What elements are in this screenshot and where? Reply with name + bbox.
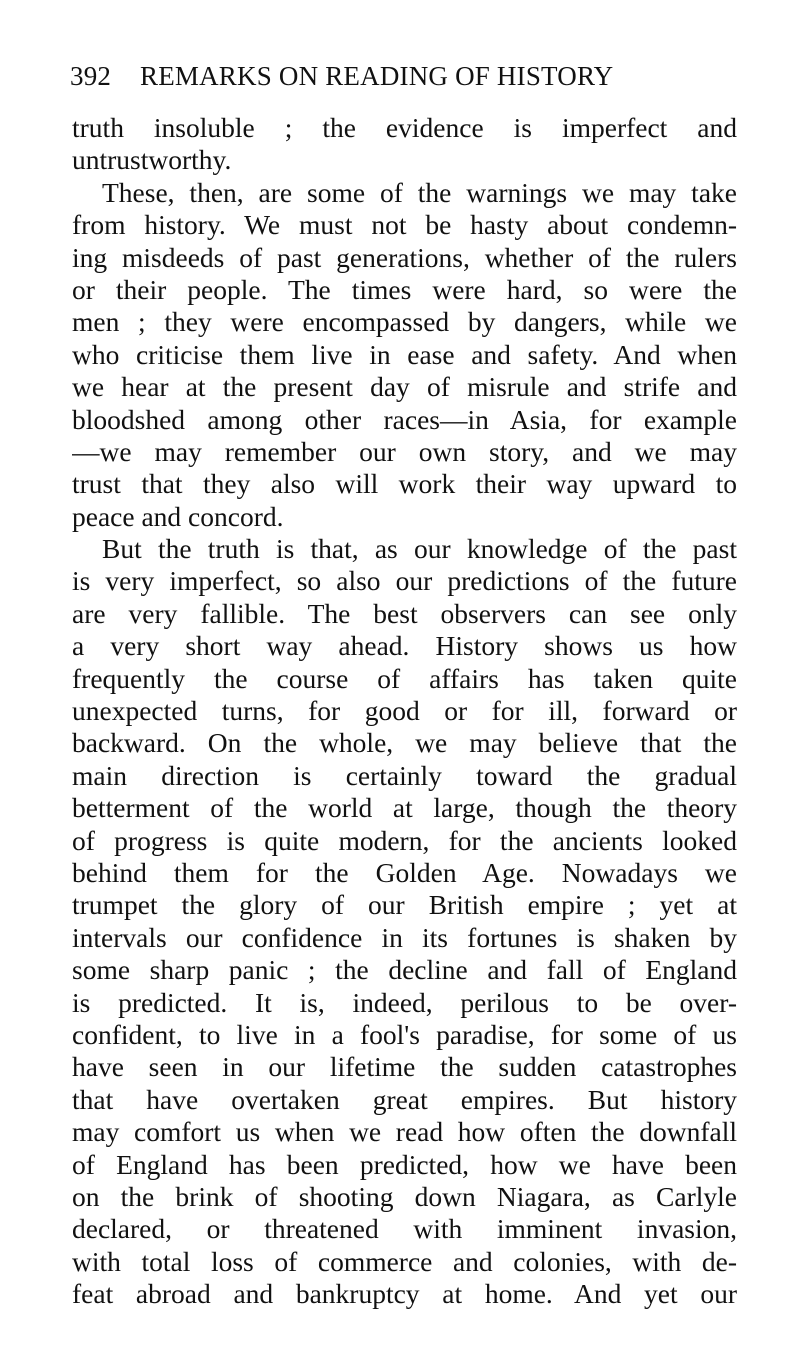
text-line: or their people. The times were hard, so were the: [72, 273, 737, 305]
text-line: are very fallible. The best observers can see only: [72, 597, 737, 629]
text-line: have seen in our lifetime the sudden catastrophes: [72, 1051, 737, 1083]
text-line: frequently the course of affairs has taken quite: [72, 662, 737, 694]
paragraph-start-line: These, then, are some of the warnings we may take: [102, 176, 737, 208]
text-line: some sharp panic ; the decline and fall of England: [72, 954, 737, 986]
text-line: on the brink of shooting down Niagara, as Carlyle: [72, 1180, 737, 1212]
text-line: confident, to live in a fool's paradise, for some of us: [72, 1018, 737, 1050]
text-line: behind them for the Golden Age. Nowadays we: [72, 856, 737, 888]
text-line: we hear at the present day of misrule and strife and: [72, 371, 737, 403]
text-line: with total loss of commerce and colonies, with de-: [72, 1245, 737, 1277]
text-line: is very imperfect, so also our predictions of the future: [72, 565, 737, 597]
text-line: unexpected turns, for good or for ill, forward or: [72, 695, 737, 727]
body-text: [72, 112, 737, 1310]
running-head: [70, 58, 740, 94]
text-line: from history. We must not be hasty about condemn-: [72, 209, 737, 241]
page-number: 392: [70, 61, 112, 91]
text-line: of England has been predicted, how we have been: [72, 1148, 737, 1180]
paragraph-start-line: But the truth is that, as our knowledge of the past: [102, 533, 737, 565]
text-line: is predicted. It is, indeed, perilous to be over-: [72, 986, 737, 1018]
text-line: main direction is certainly toward the gradual: [72, 759, 737, 791]
running-head-title: REMARKS ON READING OF HISTORY: [140, 61, 614, 91]
text-line: declared, or threatened with imminent invasion,: [72, 1213, 737, 1245]
text-line: —we may remember our own story, and we may: [72, 435, 737, 467]
text-line: may comfort us when we read how often the downfall: [72, 1116, 737, 1148]
text-line: untrustworthy.: [72, 144, 232, 176]
text-line: of progress is quite modern, for the ancients looked: [72, 824, 737, 856]
text-line: bloodshed among other races—in Asia, for example: [72, 403, 737, 435]
text-line: intervals our confidence in its fortunes is shaken by: [72, 921, 737, 953]
text-line: truth insoluble ; the evidence is imperfect and: [72, 112, 737, 143]
text-line: ing misdeeds of past generations, whether of the rulers: [72, 241, 737, 273]
text-line: backward. On the whole, we may believe that the: [72, 727, 737, 759]
text-line: trust that they also will work their way upward to: [72, 468, 737, 500]
text-line: men ; they were encompassed by dangers, while we: [72, 306, 737, 338]
text-line: a very short way ahead. History shows us how: [72, 630, 737, 662]
text-line: who criticise them live in ease and safety. And when: [72, 338, 737, 370]
text-line: that have overtaken great empires. But history: [72, 1083, 737, 1115]
text-line: feat abroad and bankruptcy at home. And yet our: [72, 1278, 737, 1310]
text-line: peace and concord.: [72, 500, 284, 532]
text-line: trumpet the glory of our British empire ; yet at: [72, 889, 737, 921]
text-line: betterment of the world at large, though the theory: [72, 792, 737, 824]
